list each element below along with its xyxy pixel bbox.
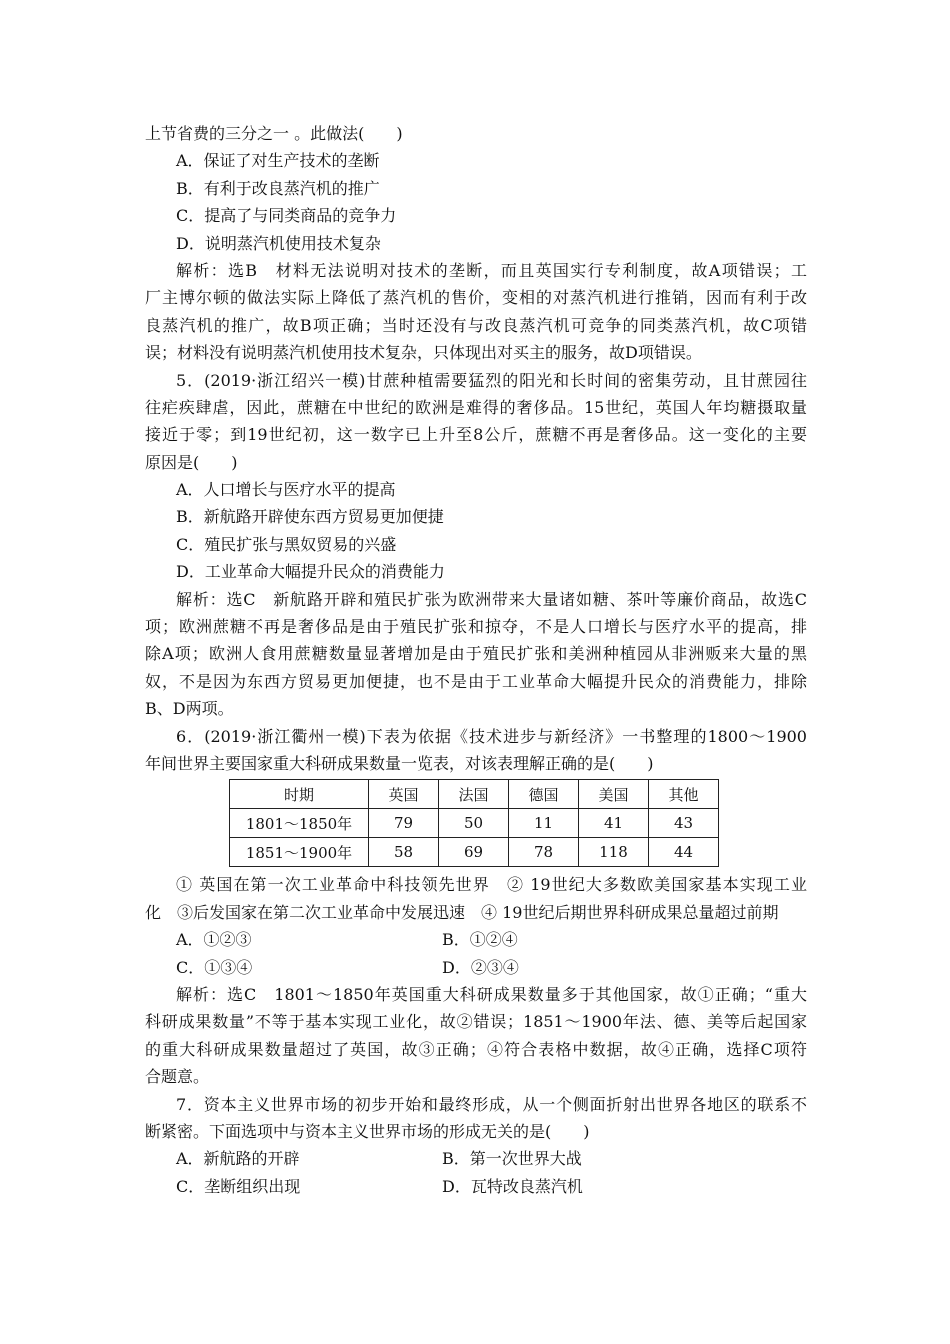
q6-analysis-line: 解析：选C 1801～1850年英国重大科研成果数量多于其他国家，故①正确；“重大: [176, 984, 807, 1004]
q6-analysis-line: 科研成果数量”不等于基本实现工业化，故②错误；1851～1900年法、德、美等后起国家: [145, 1012, 807, 1032]
table-cell: 1851～1900年: [230, 838, 369, 867]
q4-analysis-line: 解析：选B 材料无法说明对技术的垄断，而且英国实行专利制度，故A项错误；工: [176, 260, 807, 280]
q4-analysis-line: 误；材料没有说明蒸汽机使用技术复杂，只体现出对买主的服务，故D项错误。: [145, 343, 702, 363]
table-header-cell: 法国: [439, 780, 509, 809]
q7-stem-line: 7．资本主义世界市场的初步开始和最终形成，从一个侧面折射出世界各地区的联系不: [176, 1094, 807, 1114]
table-cell: 41: [579, 809, 649, 838]
table-cell: 11: [509, 809, 579, 838]
table-cell: 44: [649, 838, 719, 867]
q4-analysis-line: 厂主博尔顿的做法实际上降低了蒸汽机的售价，变相的对蒸汽机进行推销，因而有利于改: [145, 288, 807, 308]
q4-analysis-line: 良蒸汽机的推广，故B项正确；当时还没有与改良蒸汽机可竞争的同类蒸汽机，故C项错: [145, 315, 807, 335]
table-cell: 50: [439, 809, 509, 838]
table-header-cell: 德国: [509, 780, 579, 809]
table-cell: 69: [439, 838, 509, 867]
q7-stem-line: 断紧密。下面选项中与资本主义世界市场的形成无关的是( ): [145, 1121, 590, 1141]
q6-option-a: A．①②③: [176, 930, 252, 950]
q6-analysis-line: 合题意。: [145, 1067, 210, 1087]
q5-option-b: B．新航路开辟使东西方贸易更加便捷: [176, 507, 444, 527]
q6-stem-line: 年间世界主要国家重大科研成果数量一览表，对该表理解正确的是( ): [145, 753, 654, 773]
q5-option-d: D．工业革命大幅提升民众的消费能力: [176, 562, 445, 582]
q5-stem-line: 接近于零；到19世纪初，这一数字已上升至8公斤，蔗糖不再是奢侈品。这一变化的主要: [145, 425, 807, 445]
table-header-cell: 其他: [649, 780, 719, 809]
q7-option-c: C．垄断组织出现: [176, 1176, 301, 1196]
q5-analysis-line: 奴，不是因为东西方贸易更加便捷，也不是由于工业革命大幅提升民众的消费能力，排除: [145, 671, 807, 691]
table-cell: 78: [509, 838, 579, 867]
table-header-cell: 英国: [369, 780, 439, 809]
q5-option-c: C．殖民扩张与黑奴贸易的兴盛: [176, 534, 397, 554]
q4-stem-tail: 上节省费的三分之一 。此做法( ): [145, 124, 403, 143]
table-cell: 79: [369, 809, 439, 838]
q5-option-a: A．人口增长与医疗水平的提高: [176, 480, 396, 500]
q4-option-b: B．有利于改良蒸汽机的推广: [176, 178, 380, 198]
research-results-table: [229, 779, 719, 867]
q6-stem-line: 6．(2019·浙江衢州一模)下表为依据《技术进步与新经济》一书整理的1800～1900: [176, 726, 807, 746]
q7-options-row: [145, 1173, 807, 1200]
table-header-cell: 时期: [230, 780, 369, 809]
q5-stem-line: 5．(2019·浙江绍兴一模)甘蔗种植需要猛烈的阳光和长时间的密集劳动，且甘蔗园往: [176, 370, 807, 390]
q6-analysis-line: 的重大科研成果数量超过了英国，故③正确；④符合表格中数据，故④正确，选择C项符: [145, 1039, 807, 1059]
table-header-row: [230, 780, 719, 809]
q6-option-c: C．①③④: [176, 957, 253, 977]
table-cell: 58: [369, 838, 439, 867]
q5-stem-line: 原因是( ): [145, 452, 238, 472]
table-row: [230, 838, 719, 867]
table-cell: 118: [579, 838, 649, 867]
table-cell: 43: [649, 809, 719, 838]
q7-option-b: B．第一次世界大战: [442, 1149, 582, 1169]
q5-analysis-line: 解析：选C 新航路开辟和殖民扩张为欧洲带来大量诸如糖、茶叶等廉价商品，故选C: [176, 589, 807, 609]
q5-analysis-line: 项；欧洲蔗糖不再是奢侈品是由于殖民扩张和掠夺，不是人口增长与医疗水平的提高，排: [145, 617, 807, 637]
q7-option-d: D．瓦特改良蒸汽机: [442, 1176, 583, 1196]
q6-options-row: [145, 954, 807, 981]
q5-analysis-line: B、D两项。: [145, 699, 234, 719]
table-header-cell: 美国: [579, 780, 649, 809]
table-row: [230, 809, 719, 838]
table-cell: 1801～1850年: [230, 809, 369, 838]
q7-options-row: [145, 1145, 807, 1172]
q4-option-a: A．保证了对生产技术的垄断: [176, 151, 380, 171]
q5-stem-line: 往疟疾肆虐，因此，蔗糖在中世纪的欧洲是难得的奢侈品。15世纪，英国人年均糖摄取量: [145, 397, 807, 417]
q6-option-d: D．②③④: [442, 957, 519, 977]
q6-statements-line: ① 英国在第一次工业革命中科技领先世界 ② 19世纪大多数欧美国家基本实现工业: [176, 875, 807, 895]
q6-statements-line: 化 ③后发国家在第二次工业革命中发展迅速 ④ 19世纪后期世界科研成果总量超过前期: [145, 902, 779, 922]
page-content: [145, 120, 807, 1200]
q5-analysis-line: 除A项；欧洲人食用蔗糖数量显著增加是由于殖民扩张和美洲种植园从非洲贩来大量的黑: [145, 644, 807, 664]
q4-option-c: C．提高了与同类商品的竞争力: [176, 206, 397, 226]
q4-option-d: D．说明蒸汽机使用技术复杂: [176, 233, 381, 253]
q7-option-a: A．新航路的开辟: [176, 1149, 300, 1169]
q6-option-b: B．①②④: [442, 930, 518, 950]
q6-options-row: [145, 926, 807, 953]
